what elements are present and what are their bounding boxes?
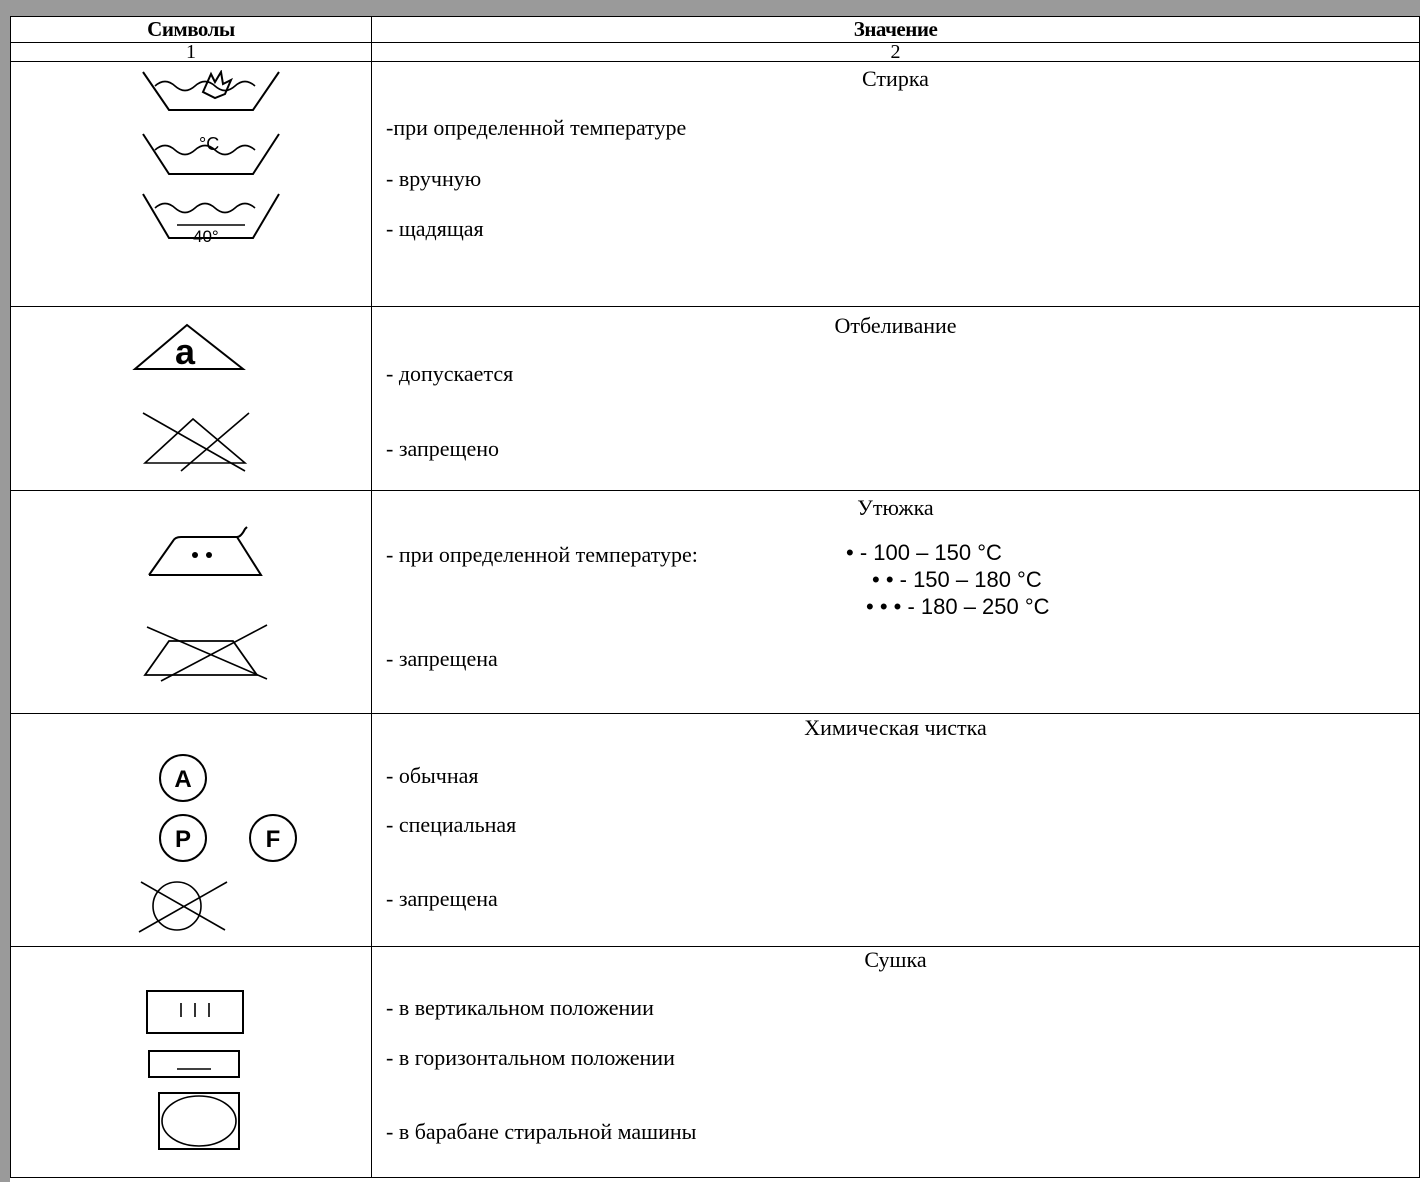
header-meaning: Значение bbox=[372, 17, 1420, 43]
washing-meaning-cell bbox=[372, 62, 1420, 307]
ironing-item-temperature: - при определенной температуре: bbox=[386, 542, 698, 567]
ironing-title: Утюжка bbox=[857, 495, 934, 520]
drying-row bbox=[11, 947, 1420, 1178]
washing-item-temperature: -при определенной температуре bbox=[386, 115, 687, 140]
bleaching-meaning-cell bbox=[372, 307, 1420, 491]
drying-item-horizontal: - в горизонтальном положении bbox=[386, 1045, 675, 1070]
washing-item-gentle: - щадящая bbox=[386, 216, 484, 241]
ironing-meaning-cell bbox=[372, 491, 1420, 714]
column-number-1: 1 bbox=[11, 43, 372, 62]
dry-flat-icon bbox=[147, 1049, 241, 1081]
drycleaning-item-forbidden: - запрещена bbox=[386, 886, 498, 911]
bleaching-item-allowed: - допускается bbox=[386, 361, 514, 386]
tumble-dry-icon bbox=[157, 1091, 241, 1151]
header-row bbox=[11, 17, 1420, 43]
drycleaning-symbols-cell bbox=[11, 714, 372, 947]
hand-wash-tub-icon bbox=[141, 70, 281, 120]
care-symbols-sheet bbox=[10, 16, 1420, 1182]
column-number-row bbox=[11, 43, 1420, 62]
drying-symbols-cell bbox=[11, 947, 372, 1178]
dry-clean-a-label: A bbox=[174, 766, 192, 793]
care-symbols-table bbox=[10, 16, 1420, 1178]
bleach-allowed-triangle-icon bbox=[131, 321, 251, 373]
washing-item-hand: - вручную bbox=[386, 166, 482, 191]
ironing-item-forbidden: - запрещена bbox=[386, 646, 498, 671]
dry-clean-forbidden-icon bbox=[135, 878, 231, 934]
ironing-row bbox=[11, 491, 1420, 714]
drycleaning-row bbox=[11, 714, 1420, 947]
bleaching-item-forbidden: - запрещено bbox=[386, 436, 500, 461]
temperature-wash-tub-icon bbox=[141, 132, 281, 184]
drycleaning-meaning-cell bbox=[372, 714, 1420, 947]
iron-two-dots-icon bbox=[145, 523, 265, 579]
bleach-allowed-label: a bbox=[175, 331, 196, 372]
drycleaning-item-regular: - обычная bbox=[386, 763, 479, 788]
bleaching-title: Отбеливание bbox=[834, 313, 957, 338]
dry-clean-p-label: P bbox=[174, 826, 192, 853]
iron-forbidden-icon bbox=[141, 623, 271, 683]
bleach-forbidden-triangle-icon bbox=[137, 411, 257, 473]
washing-title: Стирка bbox=[862, 66, 929, 91]
header-symbols: Символы bbox=[11, 17, 372, 43]
bleaching-symbols-cell bbox=[11, 307, 372, 491]
drying-title: Сушка bbox=[864, 947, 927, 972]
washing-symbols-cell bbox=[11, 62, 372, 307]
column-number-2: 2 bbox=[372, 43, 1420, 62]
drip-dry-vertical-icon bbox=[145, 989, 245, 1035]
bleaching-row bbox=[11, 307, 1420, 491]
drying-item-vertical: - в вертикальном положении bbox=[386, 995, 654, 1020]
wash-temp-label: °C bbox=[199, 134, 220, 154]
ironing-temp-one-dot: • - 100 – 150 °C bbox=[846, 540, 1002, 565]
ironing-temp-three-dots: • • • - 180 – 250 °C bbox=[866, 594, 1050, 619]
drycleaning-title: Химическая чистка bbox=[804, 715, 987, 740]
dry-clean-f-label: F bbox=[265, 826, 281, 853]
dry-clean-p-icon bbox=[145, 812, 221, 864]
gentle-wash-40-icon bbox=[141, 192, 281, 248]
drycleaning-item-special: - специальная bbox=[386, 812, 517, 837]
washing-row bbox=[11, 62, 1420, 307]
dry-clean-f-icon bbox=[235, 812, 311, 864]
ironing-symbols-cell bbox=[11, 491, 372, 714]
ironing-temp-two-dots: • • - 150 – 180 °C bbox=[872, 567, 1042, 592]
gentle-wash-label: 40° bbox=[193, 227, 219, 246]
dry-clean-a-icon bbox=[147, 752, 219, 804]
drying-item-tumble: - в барабане стиральной машины bbox=[386, 1119, 697, 1144]
drying-meaning-cell bbox=[372, 947, 1420, 1178]
